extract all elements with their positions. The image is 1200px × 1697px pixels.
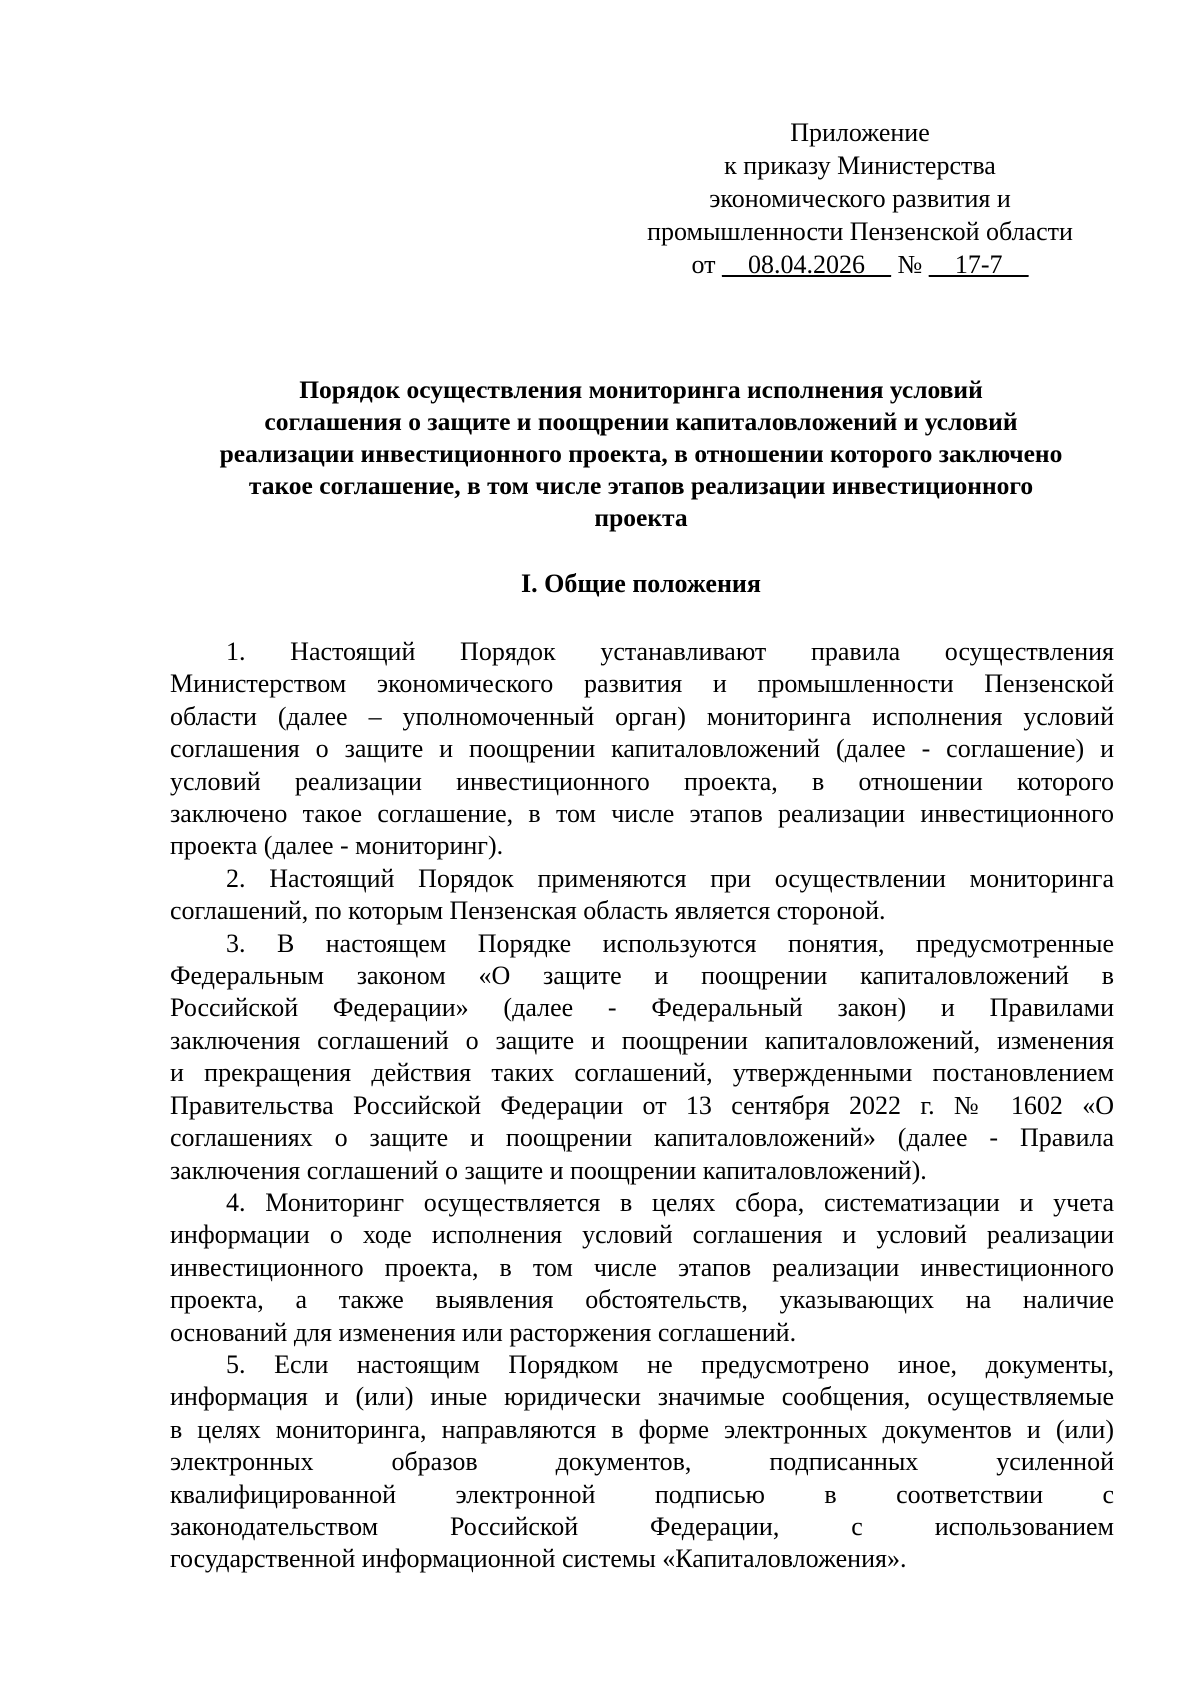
text-line: 5. Если настоящим Порядком не предусмотрено иное, документы, <box>226 1349 1114 1379</box>
paragraph-3 <box>170 928 1114 1187</box>
text-line: Федеральным законом «О защите и поощрении капиталовложений в <box>170 961 1114 991</box>
text-line: информация и (или) иные юридически значимые сообщения, осуществляемые <box>170 1382 1114 1412</box>
text-line: 3. В настоящем Порядке используются понятия, предусмотренные <box>226 928 1114 958</box>
text-line: законодательством Российской Федерации, с использованием <box>170 1511 1114 1541</box>
text-line: информации о ходе исполнения условий соглашения и условий реализации <box>170 1220 1114 1250</box>
appendix-line: промышленности Пензенской области <box>647 217 1073 246</box>
text-line: заключения соглашений о защите и поощрении капиталовложений). <box>170 1155 927 1185</box>
text-line: области (далее – уполномоченный орган) мониторинга исполнения условий <box>170 701 1114 731</box>
text-line: 1. Настоящий Порядок устанавливают правила осуществления <box>226 637 1114 666</box>
text-line: 4. Мониторинг осуществляется в целях сбора, систематизации и учета <box>226 1187 1114 1217</box>
paragraph-5 <box>170 1349 1114 1576</box>
text-line: и прекращения действия таких соглашений, утвержденными постановлением <box>170 1058 1114 1088</box>
appendix-line: к приказу Министерства <box>724 151 996 180</box>
document-body <box>170 636 1114 1576</box>
title-line: реализации инвестиционного проекта, в отношении которого заключено <box>219 439 1063 468</box>
order-date: __08.04.2026__ <box>722 250 892 279</box>
paragraph-4 <box>170 1187 1114 1349</box>
appendix-line: экономического развития и <box>709 184 1011 213</box>
text-line: 2. Настоящий Порядок применяются при осуществлении мониторинга <box>226 863 1114 893</box>
text-line: соглашения о защите и поощрении капиталовложений (далее - соглашение) и <box>170 734 1114 764</box>
text-line: соглашениях о защите и поощрении капиталовложений» (далее - Правила <box>170 1123 1114 1153</box>
text-line: проекта, а также выявления обстоятельств, указывающих на наличие <box>170 1285 1114 1315</box>
text-line: электронных образов документов, подписанных усиленной <box>170 1447 1114 1477</box>
text-line: Правительства Российской Федерации от 13 сентября 2022 г. № 1602 «О <box>170 1090 1114 1120</box>
appendix-header <box>600 116 1120 281</box>
text-line: государственной информационной системы «Капиталовложения». <box>170 1544 907 1574</box>
title-line: соглашения о защите и поощрении капиталовложений и условий <box>264 407 1018 436</box>
text-line: заключено такое соглашение, в том числе этапов реализации инвестиционного <box>170 799 1114 829</box>
text-line: инвестиционного проекта, в том числе этапов реализации инвестиционного <box>170 1252 1114 1282</box>
text-line: квалифицированной электронной подписью в соответствии с <box>170 1479 1114 1509</box>
text-line: проекта (далее - мониторинг). <box>170 831 504 861</box>
section-heading: I. Общие положения <box>521 569 761 598</box>
text-line: Министерством экономического развития и промышленности Пензенской <box>170 669 1114 699</box>
text-line: соглашений, по которым Пензенская область является стороной. <box>170 896 886 926</box>
text-line: заключения соглашений о защите и поощрении капиталовложений, изменения <box>170 1025 1114 1055</box>
text-line: Российской Федерации» (далее - Федеральный закон) и Правилами <box>170 993 1114 1023</box>
number-sign: № <box>897 250 923 279</box>
order-date-number <box>600 248 1120 281</box>
order-number: __17-7__ <box>928 250 1029 279</box>
title-line: такое соглашение, в том числе этапов реализации инвестиционного <box>248 471 1034 500</box>
date-prefix: от <box>691 250 716 279</box>
text-line: условий реализации инвестиционного проекта, в отношении которого <box>170 766 1114 796</box>
paragraph-1 <box>170 636 1114 863</box>
text-line: оснований для изменения или расторжения соглашений. <box>170 1317 797 1347</box>
document-title <box>168 374 1114 534</box>
title-line: Порядок осуществления мониторинга исполнения условий <box>299 375 983 404</box>
title-line: проекта <box>594 503 688 532</box>
paragraph-2 <box>170 863 1114 928</box>
appendix-line: Приложение <box>790 118 930 147</box>
text-line: в целях мониторинга, направляются в форме электронных документов и (или) <box>170 1414 1114 1444</box>
